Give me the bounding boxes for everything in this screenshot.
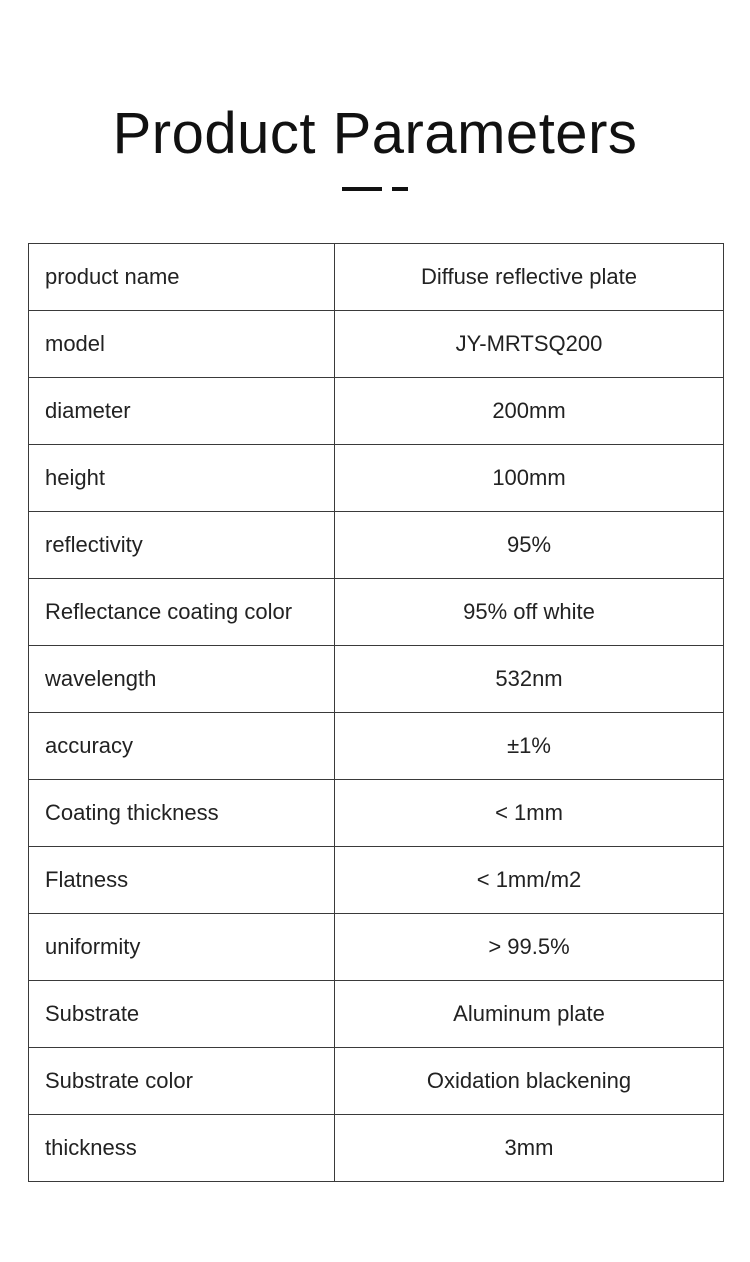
table-row bbox=[29, 914, 724, 981]
param-label: wavelength bbox=[29, 646, 335, 713]
table-row bbox=[29, 713, 724, 780]
param-label: height bbox=[29, 445, 335, 512]
param-label: model bbox=[29, 311, 335, 378]
param-label: diameter bbox=[29, 378, 335, 445]
param-label: Reflectance coating color bbox=[29, 579, 335, 646]
param-value: 100mm bbox=[335, 445, 724, 512]
table-row bbox=[29, 981, 724, 1048]
title-underline-short bbox=[392, 187, 408, 191]
param-value: 532nm bbox=[335, 646, 724, 713]
param-label: uniformity bbox=[29, 914, 335, 981]
table-row bbox=[29, 780, 724, 847]
param-value: 95% bbox=[335, 512, 724, 579]
param-value: ±1% bbox=[335, 713, 724, 780]
table-row bbox=[29, 1048, 724, 1115]
param-value: JY-MRTSQ200 bbox=[335, 311, 724, 378]
page-title: Product Parameters bbox=[112, 101, 638, 166]
param-value: Oxidation blackening bbox=[335, 1048, 724, 1115]
param-label: thickness bbox=[29, 1115, 335, 1182]
table-row bbox=[29, 244, 724, 311]
param-value: 95% off white bbox=[335, 579, 724, 646]
param-label: reflectivity bbox=[29, 512, 335, 579]
param-value: Diffuse reflective plate bbox=[335, 244, 724, 311]
table-row bbox=[29, 579, 724, 646]
param-label: Coating thickness bbox=[29, 780, 335, 847]
table-row bbox=[29, 445, 724, 512]
title-underline-long bbox=[342, 187, 382, 191]
param-value: < 1mm/m2 bbox=[335, 847, 724, 914]
param-label: product name bbox=[29, 244, 335, 311]
table-row bbox=[29, 1115, 724, 1182]
param-value: Aluminum plate bbox=[335, 981, 724, 1048]
param-label: Substrate color bbox=[29, 1048, 335, 1115]
param-label: Flatness bbox=[29, 847, 335, 914]
table-row bbox=[29, 512, 724, 579]
parameters-table bbox=[28, 243, 724, 1182]
table-row bbox=[29, 311, 724, 378]
param-label: accuracy bbox=[29, 713, 335, 780]
param-label: Substrate bbox=[29, 981, 335, 1048]
table-row bbox=[29, 646, 724, 713]
table-row bbox=[29, 378, 724, 445]
param-value: > 99.5% bbox=[335, 914, 724, 981]
param-value: < 1mm bbox=[335, 780, 724, 847]
param-value: 3mm bbox=[335, 1115, 724, 1182]
param-value: 200mm bbox=[335, 378, 724, 445]
table-row bbox=[29, 847, 724, 914]
